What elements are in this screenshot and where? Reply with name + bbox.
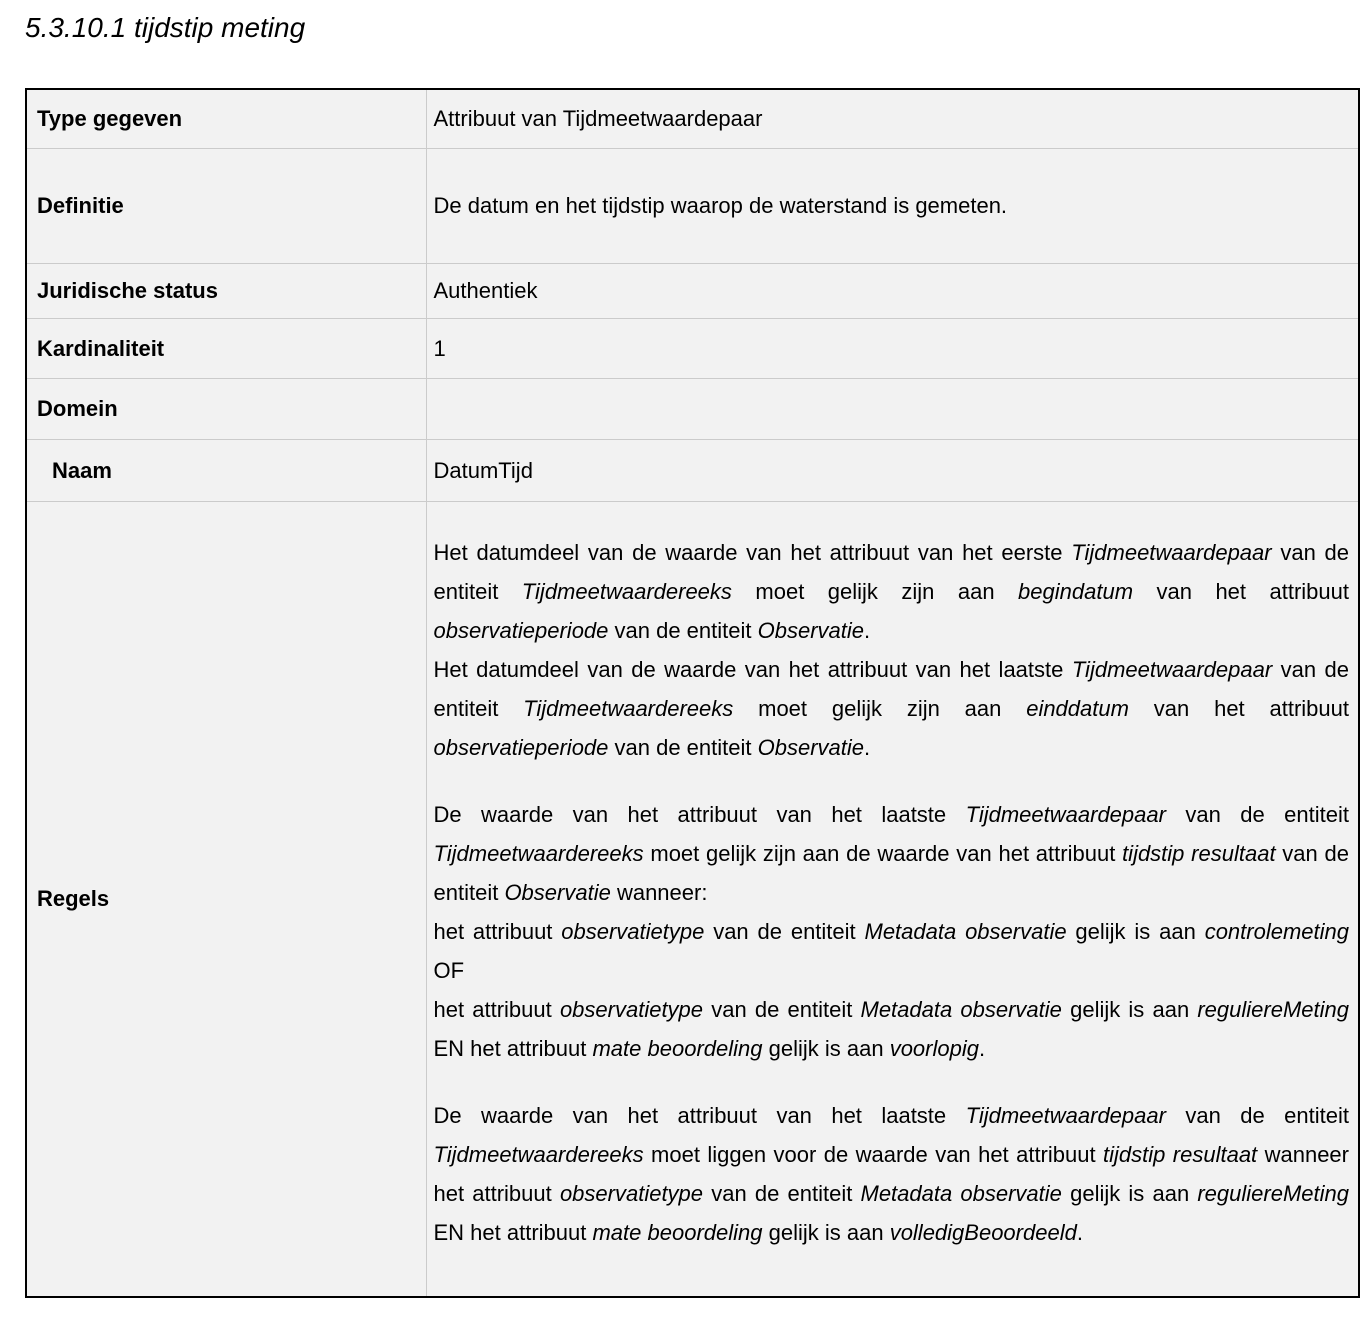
rule-text: van de entiteit xyxy=(1165,1103,1349,1128)
rule-text: De waarde van het attribuut van het laatste xyxy=(433,1103,966,1128)
rule-text: van de entiteit xyxy=(433,540,1349,604)
table-row-definitie xyxy=(26,149,1359,264)
entity-term: observatieperiode xyxy=(433,735,609,760)
row-label: Type gegeven xyxy=(26,89,426,149)
entity-term: Observatie xyxy=(757,735,865,760)
entity-term: Metadata observatie xyxy=(860,997,1062,1022)
entity-term: Metadata observatie xyxy=(864,919,1067,944)
rule-text: gelijk is aan xyxy=(762,1036,890,1061)
entity-term: observatietype xyxy=(559,997,704,1022)
rule-text: van de entiteit xyxy=(704,919,865,944)
rule-text: . xyxy=(864,735,871,760)
rule-text: . xyxy=(978,1036,986,1061)
rule-paragraph xyxy=(434,990,1350,1068)
regels-content xyxy=(434,533,1350,1252)
entity-term: Tijdmeetwaardepaar xyxy=(1071,657,1273,682)
entity-term: tijdstip resultaat xyxy=(1122,841,1276,866)
rule-text: het attribuut xyxy=(433,919,562,944)
rule-text: . xyxy=(864,618,871,643)
entity-term: begindatum xyxy=(1018,579,1134,604)
rule-paragraph-group xyxy=(434,533,1350,767)
rule-paragraph xyxy=(434,650,1350,767)
row-label: Kardinaliteit xyxy=(26,319,426,379)
rule-text: van de entiteit xyxy=(703,997,861,1022)
row-label: Juridische status xyxy=(26,264,426,319)
rule-text: van het attribuut xyxy=(1128,696,1349,721)
rule-text: De waarde van het attribuut van het laatste xyxy=(433,802,966,827)
rule-text: van de entiteit xyxy=(608,618,758,643)
table-row-regels xyxy=(26,502,1359,1298)
rule-text: EN het attribuut xyxy=(433,1220,593,1245)
entity-term: Tijdmeetwaardepaar xyxy=(965,1103,1166,1128)
row-value: De datum en het tijdstip waarop de waterstand is gemeten. xyxy=(426,149,1359,264)
entity-term: Metadata observatie xyxy=(860,1181,1062,1206)
rule-text: van de entiteit xyxy=(608,735,758,760)
row-value xyxy=(426,502,1359,1298)
entity-term: Tijdmeetwaardereeks xyxy=(433,841,644,866)
entity-term: Observatie xyxy=(504,880,611,905)
row-label: Naam xyxy=(26,440,426,502)
row-value: DatumTijd xyxy=(426,440,1359,502)
rule-text: het attribuut xyxy=(433,997,560,1022)
rule-text: wanneer het attribuut xyxy=(433,1142,1349,1206)
rule-text: van de entiteit xyxy=(1165,802,1349,827)
entity-term: mate beoordeling xyxy=(592,1036,763,1061)
table-row-kardinaliteit xyxy=(26,319,1359,379)
rule-paragraph xyxy=(434,533,1350,650)
table-row-domein xyxy=(26,379,1359,440)
row-value: Attribuut van Tijdmeetwaardepaar xyxy=(426,89,1359,149)
entity-term: Tijdmeetwaardereeks xyxy=(433,1142,644,1167)
rule-text: van de entiteit xyxy=(703,1181,861,1206)
entity-term: volledigBeoordeeld xyxy=(889,1220,1077,1245)
rule-text: Het datumdeel van de waarde van het attribuut van het eerste xyxy=(433,540,1072,565)
entity-term: reguliereMeting xyxy=(1197,1181,1349,1206)
entity-term: einddatum xyxy=(1026,696,1129,721)
entity-term: observatietype xyxy=(559,1181,704,1206)
rule-text: moet gelijk zijn aan de waarde van het attribuut xyxy=(643,841,1123,866)
rule-paragraph xyxy=(434,795,1350,912)
rule-text: wanneer: xyxy=(610,880,708,905)
rule-text: gelijk is aan xyxy=(762,1220,890,1245)
row-label: Domein xyxy=(26,379,426,440)
row-label: Regels xyxy=(26,502,426,1298)
row-label: Definitie xyxy=(26,149,426,264)
rule-paragraph xyxy=(434,912,1350,990)
entity-term: observatieperiode xyxy=(433,618,609,643)
entity-term: mate beoordeling xyxy=(592,1220,763,1245)
rule-text: . xyxy=(1076,1220,1083,1245)
entity-term: reguliereMeting xyxy=(1197,997,1349,1022)
entity-term: Tijdmeetwaardereeks xyxy=(523,696,734,721)
rule-paragraph-group xyxy=(434,795,1350,1068)
row-value: 1 xyxy=(426,319,1359,379)
rule-text: EN het attribuut xyxy=(433,1036,593,1061)
entity-term: observatietype xyxy=(561,919,705,944)
rule-text: gelijk is aan xyxy=(1066,919,1205,944)
table-row-type-gegeven xyxy=(26,89,1359,149)
attribute-spec-table xyxy=(25,88,1360,1298)
entity-term: tijdstip resultaat xyxy=(1103,1142,1258,1167)
entity-term: controlemeting xyxy=(1204,919,1349,944)
rule-text: van de entiteit xyxy=(433,657,1349,721)
table-row-naam xyxy=(26,440,1359,502)
entity-term: Tijdmeetwaardepaar xyxy=(1071,540,1272,565)
rule-text: moet gelijk zijn aan xyxy=(733,696,1027,721)
table-row-juridische-status xyxy=(26,264,1359,319)
rule-text: Het datumdeel van de waarde van het attribuut van het laatste xyxy=(433,657,1072,682)
row-value: Authentiek xyxy=(426,264,1359,319)
rule-paragraph-group xyxy=(434,1096,1350,1252)
rule-text: gelijk is aan xyxy=(1061,1181,1198,1206)
entity-term: Observatie xyxy=(757,618,865,643)
rule-text: gelijk is aan xyxy=(1061,997,1198,1022)
section-heading: 5.3.10.1 tijdstip meting xyxy=(25,12,306,43)
entity-term: Tijdmeetwaardereeks xyxy=(521,579,732,604)
rule-paragraph xyxy=(434,1096,1350,1252)
entity-term: voorlopig xyxy=(889,1036,979,1061)
rule-text: moet liggen voor de waarde van het attribuut xyxy=(643,1142,1104,1167)
rule-text: van de entiteit xyxy=(433,841,1350,905)
entity-term: Tijdmeetwaardepaar xyxy=(965,802,1166,827)
rule-text: van het attribuut xyxy=(1133,579,1349,604)
rule-text: moet gelijk zijn aan xyxy=(731,579,1019,604)
row-value xyxy=(426,379,1359,440)
rule-text: OF xyxy=(433,958,465,983)
